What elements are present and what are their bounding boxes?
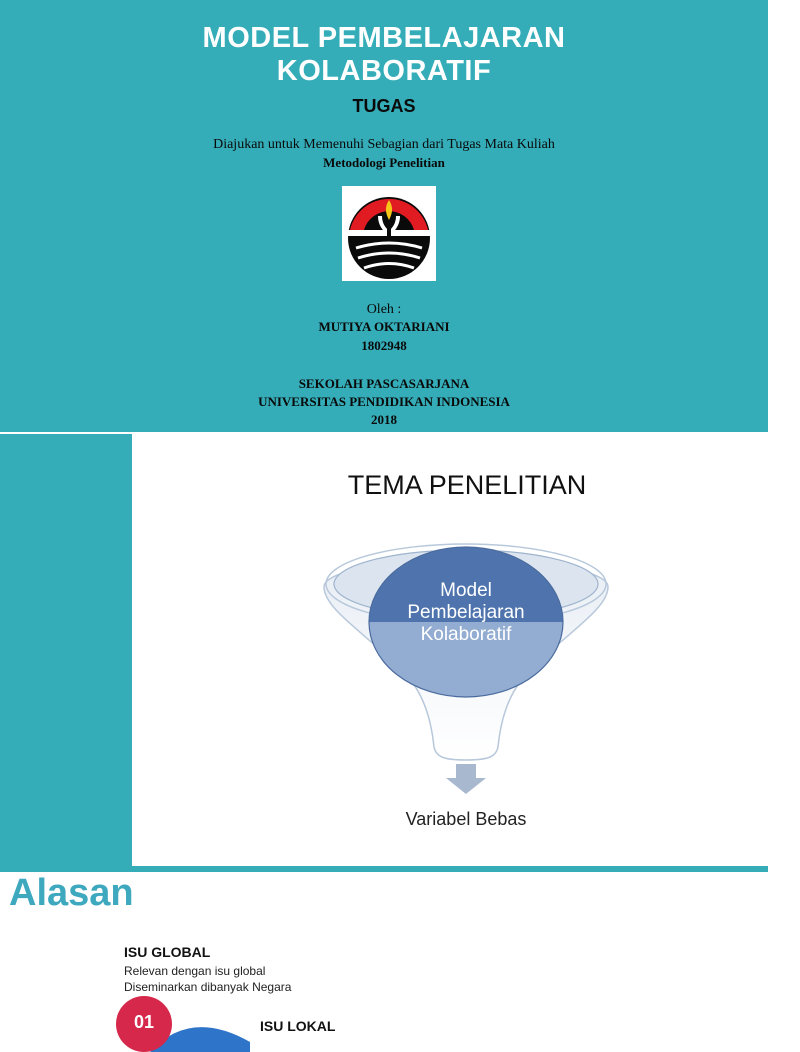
number-badge-label: 01 bbox=[133, 1012, 155, 1032]
upi-logo bbox=[342, 186, 436, 281]
slide-title: TEMA PENELITIAN bbox=[347, 470, 587, 500]
down-arrow bbox=[446, 764, 486, 794]
reasons-slide bbox=[0, 872, 768, 1034]
author-name: MUTIYA OKTARIANI bbox=[318, 319, 450, 334]
variable-caption: Variabel Bebas bbox=[405, 809, 527, 829]
circle-line-1: Model bbox=[440, 580, 492, 601]
school-name: SEKOLAH PASCASARJANA bbox=[298, 376, 470, 391]
title-slide bbox=[0, 0, 768, 432]
university-name: UNIVERSITAS PENDIDIKAN INDONESIA bbox=[258, 394, 510, 409]
circle-line-3: Kolaboratif bbox=[420, 624, 512, 645]
circle-line-2: Pembelajaran bbox=[407, 602, 525, 623]
course-name: Metodologi Penelitian bbox=[323, 155, 445, 170]
research-theme-slide bbox=[0, 432, 768, 866]
student-id: 1802948 bbox=[361, 338, 407, 353]
subtitle: TUGAS bbox=[352, 96, 416, 116]
submission-note: Diajukan untuk Memenuhi Sebagian dari Tugas Mata Kuliah bbox=[213, 137, 555, 152]
global-issue-text-1: Relevan dengan isu global bbox=[124, 964, 266, 978]
global-issue-text-2: Diseminarkan dibanyak Negara bbox=[124, 980, 292, 994]
side-accent-bar bbox=[0, 434, 132, 866]
year: 2018 bbox=[371, 412, 397, 427]
by-label: Oleh : bbox=[366, 302, 402, 317]
global-issue-heading: ISU GLOBAL bbox=[124, 944, 211, 960]
university-logo-icon bbox=[342, 186, 436, 281]
title-line-2: KOLABORATIF bbox=[276, 55, 492, 87]
title-line-1: MODEL PEMBELAJARAN bbox=[202, 22, 566, 54]
presentation-title bbox=[0, 22, 768, 88]
theme-circle-label bbox=[368, 580, 564, 646]
funnel-diagram bbox=[320, 532, 612, 832]
local-issue-heading: ISU LOKAL bbox=[260, 1018, 336, 1034]
slide-title: Alasan bbox=[9, 872, 134, 914]
